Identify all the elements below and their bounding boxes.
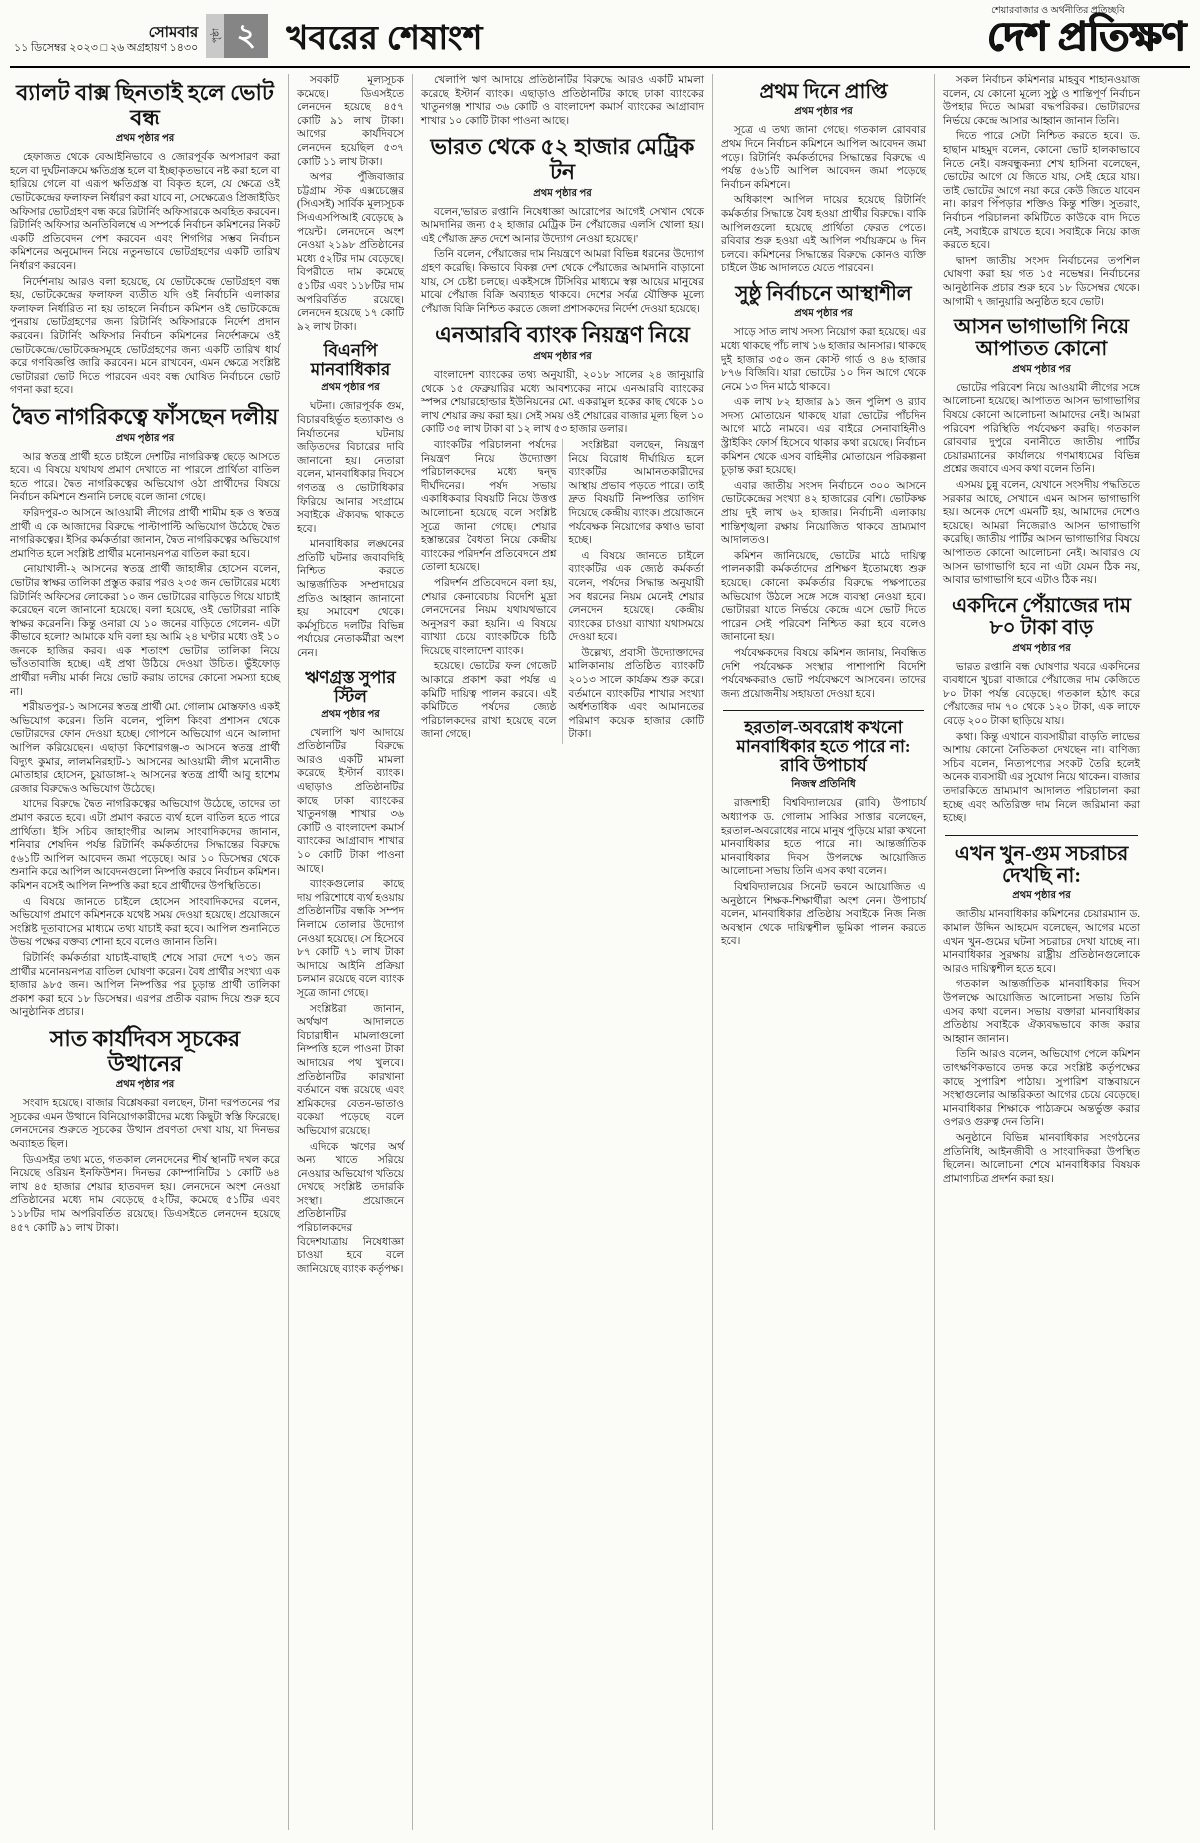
continued-from-front-kicker: প্রথম পৃষ্ঠার পর <box>794 106 853 118</box>
story-paragraph: ব্যাংকগুলোর কাছে দায় পরিশোধে ব্যর্থ হওয়ায় প্রতিষ্ঠানটির বন্ধকি সম্পদ নিলামে তোলার উদ্যোগ নেওয়া হয়েছে। সে হিসেবে ৮৭ কোটি ৭১ লাখ টাকা আদায়ে আইনি প্রক্রিয়া চলমান রয়েছে বলে ব্যাংক সূত্রে জানা গেছে। <box>297 879 404 999</box>
story-paragraph: গতকাল আন্তর্জাতিক মানবাধিকার দিবস উপলক্ষে আয়োজিত আলোচনা সভায় তিনি এসব কথা বলেন। সভায় বক্তারা মানবাধিকার প্রতিষ্ঠায় সবাইকে ঐক্যবদ্ধভাবে কাজ করার আহ্বান জানান। <box>943 979 1140 1045</box>
story-paragraph: যাদের বিরুদ্ধে দ্বৈত নাগরিকত্বের অভিযোগ উঠেছে, তাদের তা প্রমাণ করতে হবে। এটা প্রমাণ করতে ব্যর্থ হলে বাতিল হতে পারে প্রার্থিতা। ইসি সচিব জাহাংগীর আলম সাংবাদিকদের জানান, শনিবার শেষদিন পর্যন্ত রিটার্নিং কর্মকর্তাদের সিদ্ধান্তের বিরুদ্ধে ৫৬১টি আপিল আবেদন জমা পড়েছে। আর ১০ ডিসেম্বর থেকে শুনানি করে আপিল আবেদনগুলো নিষ্পত্তি করবে নির্বাচন কমিশন। কমিশন বসেই আপিল নিষ্পত্তি করা হবে প্রার্থীদের উপস্থিতিতে। <box>10 799 280 892</box>
story-headline: আসন ভাগাভাগি নিয়ে আপাতত কোনো <box>953 316 1130 361</box>
story-paragraph: ভারত রপ্তানি বন্ধ ঘোষণার খবরে একদিনের ব্যবধানে খুচরা বাজারে পেঁয়াজের দাম কেজিতে ৮০ টাকা পর্যন্ত বেড়েছে। গতকাল হঠাৎ করে পেঁয়াজের দাম ৭০ থেকে ১২০ টাকা, এক লাফে বেড়ে ২০০ টাকা ছাড়িয়ে যায়। <box>943 661 1140 727</box>
story-headline: হরতাল-অবরোধ কখনো মানবাধিকার হতে পারে না: রাবি উপাচার্য <box>736 718 911 776</box>
byline: নিজস্ব প্রতিনিধি <box>791 779 856 791</box>
story-paragraph: দিতে পারে সেটা নিশ্চিত করতে হবে। ড. হাছান মাহমুদ বলেন, কোনো ভোট হালকাভাবে নিতে নেই। বঙ্গবন্ধুকন্যা শেখ হাসিনা বলেছেন, ভোটের আগে যে জিতে যায়, সেই হেরে যায়। তাই ভোটের আগে নয়া করে কেউ জিতে যাবেন না। কারণ পিঁপড়ার শক্তিও কিন্তু শক্তি। সুতরাং, নির্বাচন পরিচালনা কমিটিতে কাউকে বাদ দিতে নেই, সবাইকে রাখতে হবে। সবাইকে নিয়ে কাজ করতে হবে। <box>943 131 1140 252</box>
story-paragraph: শরীয়তপুর-১ আসনের স্বতন্ত্র প্রার্থী মো. গোলাম মোস্তফাও একই অভিযোগ করেন। তিনি বলেন, পুলিশ কিংবা প্রশাসন থেকে ভোটারদের ফোন দেওয়া হচ্ছে। গোপনে অভিযোগ এনে আলাদা আপিল করিয়েছেন। এছাড়া কিশোরগঞ্জ-৩ আসনে স্বতন্ত্র প্রার্থী বিদ্যুৎ কুমার, লালমনিরহাট-১ আসনের আওয়ামী লীগ মনোনীত মোতাহার হোসেন, চুয়াডাঙ্গা-২ আসনের স্বতন্ত্র প্রার্থী আবু হাশেম রেজার বিরুদ্ধেও অভিযোগ উঠেছে। <box>10 702 280 795</box>
story-paragraph: এসময় চুন্নু বলেন, যেখানে সংসদীয় পদ্ধতিতে সরকার আছে, সেখানে এমন আসন ভাগাভাগি হয়। অনেক দেশে এমনটি হয়, আমাদের দেশেও হয়েছে। আমরা নিজেরাও আসন ভাগাভাগি করেছি। জাতীয় পার্টির আসন ভাগাভাগির বিষয়ে আপাতত কোনো আলোচনা নেই। আবারও যে আসন ভাগাভাগি হবে না এটা যেমন ঠিক নয়, আবার ভাগাভাগি হবে এটাও ঠিক নয়। <box>943 480 1140 587</box>
story-paragraph: জাতীয় মানবাধিকার কমিশনের চেয়ারম্যান ড. কামাল উদ্দিন আহমেদ বলেছেন, আগের মতো এখন খুন-গুমের ঘটনা সচরাচর দেখা যাচ্ছে না। মানবাধিকার সুরক্ষায় রাষ্ট্রীয় প্রতিষ্ঠানগুলোকে আরও দায়িত্বশীল হতে হবে। <box>943 909 1140 975</box>
story-paragraph: উল্লেখ্য, প্রবাসী উদ্যোক্তাদের মালিকানায় প্রতিষ্ঠিত ব্যাংকটি ২০১৩ সালে কার্যক্রম শুরু করে। বর্তমানে ব্যাংকটির শাখার সংখ্যা অর্ধশতাধিক এবং আমানতের পরিমাণ কয়েক হাজার কোটি টাকা। <box>568 647 704 741</box>
story-paragraph: অপর পুঁজিবাজার চট্টগ্রাম স্টক এক্সচেঞ্জের (সিএসই) সার্বিক মূল্যসূচক সিএএসপিআই বেড়েছে ৯ পয়েন্ট। লেনদেনে অংশ নেওয়া ২১৯৮ প্রতিষ্ঠানের মধ্যে ৫২টির দাম বেড়েছে। বিপরীতে দাম কমেছে ৫১টির এবং ১১৮টির দাম অপরিবর্তিত রয়েছে। লেনদেন হয়েছে ১৭ কোটি ৯২ লাখ টাকা। <box>297 172 404 333</box>
story-paragraph: পরিদর্শন প্রতিবেদনে বলা হয়, শেয়ার কেনাবেচায় বিদেশি মুদ্রা লেনদেনের নিয়ম যথাযথভাবে অনুসরণ করা হয়নি। এ বিষয়ে ব্যাখ্যা চেয়ে ব্যাংকটিকে চিঠি দিয়েছে বাংলাদেশ ব্যাংক। <box>421 577 557 657</box>
story-paragraph: নির্দেশনায় আরও বলা হয়েছে, যে ভোটকেন্দ্রে ভোটগ্রহণ বন্ধ হয়, ভোটকেন্দ্রের ফলাফল ব্যতীত যদি ওই নির্বাচনি এলাকার ফলাফল নির্ধারিত না হয় তাহলে নির্বাচন কমিশন ওই ভোটকেন্দ্রে পুনরায় ভোটগ্রহণের জন্য রিটার্নিং অফিসারকে নির্দেশ প্রদান করবেন। রিটার্নিং অফিসার নির্বাচন কমিশনের নির্দেশক্রমে ওই ভোটকেন্দ্রে/ভোটকেন্দ্রসমূহে ভোটগ্রহণের জন্য একটি তারিখ ধার্য করে গণবিজ্ঞপ্তি জারি করবেন। মনে রাখবেন, এমন ক্ষেত্রে সংশ্লিষ্ট ভোটাররা ভোট দিতে পারবেন এবং বন্ধ ঘোষিত নির্বাচনে ভোট গণনা করা হবে। <box>10 276 280 397</box>
story-headline: ব্যালট বাক্স ছিনতাই হলে ভোট বন্ধ <box>16 80 274 130</box>
story-paragraph: কথা। কিন্তু এখানে ব্যবসায়ীরা বাড়তি লাভের আশায় কোনো নৈতিকতা দেখছেন না। বাণিজ্য সচিব বলেন, নিত্যপণ্যের সংকট তৈরি হলেই অনেক ব্যবসায়ী এর সুযোগ নিয়ে থাকেন। বাজার তদারকিতে ভ্রাম্যমাণ আদালত পরিচালনা করা হচ্ছে এবং অতিরিক্ত দাম নিলে জরিমানা করা হচ্ছে। <box>943 731 1140 825</box>
story-paragraph: ডিএসইর তথ্য মতে, গতকাল লেনদেনের শীর্ষ স্থানটি দখল করে নিয়েছে ওরিয়ন ইনফিউশন। দিনভর কোম্পানিটির ১ কোটি ৬৪ লাখ ৪৫ হাজার শেয়ার হাতবদল হয়। লেনদেনে অংশ নেওয়া প্রতিষ্ঠানের মধ্যে দাম বেড়েছে ৫২টির, কমেছে ৫১টির এবং ১১৮টির দাম অপরিবর্তিত রয়েছে। ডিএসইতে লেনদেন হয়েছে ৪৫৭ কোটি ৯১ লাখ টাকা। <box>10 1154 280 1234</box>
masthead-block <box>987 7 1186 59</box>
story-paragraph: সবকটি মূল্যসূচক কমেছে। ডিএসইতে লেনদেন হয়েছে ৪৫৭ কোটি ৯১ লাখ টাকা। আগের কার্যদিবসে লেনদেন হয়েছিল ৫৩৭ কোটি ১১ লাখ টাকা। <box>297 75 404 168</box>
continued-from-front-kicker: প্রথম পৃষ্ঠার পর <box>1012 890 1071 902</box>
story-paragraph: এ বিষয়ে জানতে চাইলে ব্যাংকটির এক জ্যেষ্ঠ কর্মকর্তা বলেন, পর্ষদের সিদ্ধান্ত অনুযায়ী সব ধরনের নিয়ম মেনেই শেয়ার লেনদেন হয়েছে। কেন্দ্রীয় ব্যাংকের চাওয়া ব্যাখ্যা যথাসময়ে দেওয়া হবে। <box>568 550 704 644</box>
story-paragraph: এবার জাতীয় সংসদ নির্বাচনে ৩০০ আসনে ভোটকেন্দ্রের সংখ্যা ৪২ হাজারের বেশি। ভোটকক্ষ প্রায় দুই লাখ ৬২ হাজার। নির্বাচনী এলাকায় শান্তিশৃঙ্খলা রক্ষায় নিয়োজিত থাকবে ভ্রাম্যমাণ আদালতও। <box>721 480 926 547</box>
story-headline: ভারত থেকে ৫২ হাজার মেট্রিক টন <box>430 134 695 184</box>
story-paragraph: তিনি বলেন, পেঁয়াজের দাম নিয়ন্ত্রণে আমরা বিভিন্ন ধরনের উদ্যোগ গ্রহণ করেছি। কিভাবে বিকল্প দেশ থেকে পেঁয়াজের আমদানি বাড়ানো যায়, সে চেষ্টা চলছে। একইসঙ্গে টিসিবির মাধ্যমে স্বল্প আয়ের মানুষের মাঝে পেঁয়াজ বিক্রি অব্যাহত থাকবে। দেশের সর্বত্র যৌক্তিক মূল্যে পেঁয়াজ বিক্রি নিশ্চিত করতে জেলা প্রশাসকদের নির্দেশ দেওয়া হয়েছে। <box>421 249 704 315</box>
story-headline: সাত কার্যদিবস সূচকের উত্থানের <box>49 1025 241 1076</box>
continued-from-front-kicker: প্রথম পৃষ্ঠার পর <box>1012 363 1071 375</box>
story-paragraph: খেলাপি ঋণ আদায়ে প্রতিষ্ঠানটির বিরুদ্ধে আরও একটি মামলা করেছে ইস্টার্ন ব্যাংক। এছাড়াও প্রতিষ্ঠানটির কাছে ঢাকা ব্যাংকের খাতুনগঞ্জ শাখার ৩৬ কোটি ও বাংলাদেশ কমার্স ব্যাংকের আগ্রাবাদ শাখার ১০ কোটি টাকা পাওনা আছে। <box>297 727 404 875</box>
story-paragraph: সংশ্লিষ্টরা জানান, অর্থঋণ আদালতে বিচারাধীন মামলাগুলো নিষ্পত্তি হলে পাওনা টাকা আদায়ের পথ খুলবে। প্রতিষ্ঠানটির কারখানা বর্তমানে বন্ধ রয়েছে এবং শ্রমিকদের বেতন-ভাতাও বকেয়া পড়েছে বলে অভিযোগ রয়েছে। <box>297 1003 404 1137</box>
continued-from-front-kicker: প্রথম পৃষ্ঠার পর <box>533 187 592 199</box>
content-columns <box>10 74 1190 1830</box>
page-header <box>10 5 1190 68</box>
story-paragraph: সাড়ে সাত লাখ সদস্য নিয়োগ করা হয়েছে। এর মধ্যে থাকছে পাঁচ লাখ ১৬ হাজার আনসার। থাকছে দুই হাজার ৩৫০ জন কোস্ট গার্ড ও ৪৬ হাজার ৮৭৬ বিজিবি। যারা ভোটের ১০ দিন আগে থেকে নেমে ১৩ দিন মাঠে থাকবে। <box>721 327 926 393</box>
continued-from-front-kicker: প্রথম পৃষ্ঠার পর <box>1012 642 1071 654</box>
continued-from-front-kicker: প্রথম পৃষ্ঠার পর <box>115 1079 175 1091</box>
continued-from-front-kicker: প্রথম পৃষ্ঠার পর <box>533 351 592 362</box>
story-headline: বিএনপি মানবাধিকার <box>310 341 391 380</box>
story-paragraph: এক লাখ ৮২ হাজার ৯১ জন পুলিশ ও র‍্যাব সদস্য মোতায়েন থাকছে যারা ভোটের পাঁচদিন আগে মাঠে নামবে। এর বাইরে সেনাবাহিনীও স্ট্রাইকিং ফোর্স হিসেবে থাকার কথা রয়েছে। নির্বাচন কমিশন থেকে এসব বাহিনীর মোতায়েন পরিকল্পনা চূড়ান্ত করা হয়েছে। <box>721 397 926 477</box>
story-paragraph: অধিকাংশ আপিল দায়ের হয়েছে রিটার্নিং কর্মকর্তার সিদ্ধান্তে বৈধ হওয়া প্রার্থীর বিরুদ্ধে। বাকি আপিলগুলো হয়েছে প্রার্থিতা ফেরত পেতে। রবিবার শুরু হওয়া এই আপিল পর্যায়ক্রমে ৬ দিন চলবে। কমিশনের সিদ্ধান্তের বিরুদ্ধে কোনও ব্যক্তি চাইলে উচ্চ আদালতে যেতে পারবেন। <box>721 195 926 275</box>
column-e <box>712 74 934 1830</box>
story-headline: একদিনে পেঁয়াজের দাম ৮০ টাকা বাড় <box>951 594 1132 640</box>
story-paragraph: হয়েছে। ভোটের ফল গেজেট আকারে প্রকাশ করা পর্যন্ত এ কমিটি দায়িত্ব পালন করবে। এই কমিটিতে পর্ষদের জ্যেষ্ঠ পরিচালকদের রাখা হয়েছে বলে জানা গেছে। <box>421 661 557 741</box>
story-paragraph: ফরিদপুর-৩ আসনে আওয়ামী লীগের প্রার্থী শামীম হক ও স্বতন্ত্র প্রার্থী এ কে আজাদের বিরুদ্ধে পাল্টাপাল্টি অভিযোগ উঠেছে দ্বৈত নাগরিকত্বের। ইসির কর্মকর্তারা জানান, দ্বৈত নাগরিকত্বের অভিযোগ প্রমাণিত হলে সংশ্লিষ্ট প্রার্থীর মনোনয়নপত্র বাতিল করা হবে। <box>10 507 280 560</box>
story-paragraph: সূত্রে এ তথ্য জানা গেছে। গতকাল রোববার প্রথম দিনে নির্বাচন কমিশনে আপিল আবেদন জমা পড়ে। রিটার্নিং কর্মকর্তাদের সিদ্ধান্তের বিরুদ্ধে এ পর্যন্ত ৫৬১টি আপিল আবেদন জমা পড়েছে নির্বাচন কমিশনে। <box>721 125 926 191</box>
story-paragraph: আর স্বতন্ত্র প্রার্থী হতে চাইলে দেশটির নাগরিকত্ব ছেড়ে আসতে হবে। এ বিষয়ে যথাযথ প্রমাণ দেখাতে না পারলে প্রার্থিতা বাতিল হতে পারে। দ্বৈত নাগরিকত্বের অভিযোগ ওঠা প্রার্থীদের বিষয়ে নির্বাচন কমিশনে শুনানি চলছে বলে জানা গেছে। <box>10 451 280 504</box>
story-paragraph: সকল নির্বাচন কমিশনার মাহবুব শাহানওয়াজ বলেন, যে কোনো মূল্যে সুষ্ঠু ও শান্তিপূর্ণ নির্বাচন উপহার দিতে আমরা বদ্ধপরিকর। ভোটারদের নির্ভয়ে কেন্দ্রে আসার আহ্বান জানান তিনি। <box>943 75 1140 127</box>
masthead-logo: দেশ প্রতিক্ষণ <box>987 14 1186 59</box>
section-title: খবরের শেষাংশ <box>286 21 483 57</box>
continued-from-front-kicker: প্রথম পৃষ্ঠার পর <box>321 708 380 720</box>
story-headline: ঋণগ্রস্ত সুপার স্টিল <box>305 667 396 706</box>
story-headline: প্রথম দিনে প্রাপ্তি <box>759 81 888 103</box>
story-paragraph: রিটার্নিং কর্মকর্তারা যাচাই-বাছাই শেষে সারা দেশে ৭৩১ জন প্রার্থীর মনোনয়নপত্র বাতিল ঘোষণা করেন। বৈধ প্রার্থীর সংখ্যা এক হাজার ৯৮৫ জন। আপিল নিষ্পত্তির পর চূড়ান্ত প্রার্থী তালিকা প্রকাশ করা হবে ১৮ ডিসেম্বর। এরপর প্রতীক বরাদ্দ দিয়ে শুরু হবে আনুষ্ঠানিক প্রচার। <box>10 952 280 1019</box>
masthead-tagline: শেয়ারবাজার ও অর্থনীতির প্রতিচ্ছবি <box>991 5 1125 16</box>
column-right <box>934 74 1148 1830</box>
date-block <box>14 24 198 59</box>
story-paragraph: মানবাধিকার লঙ্ঘনের প্রতিটি ঘটনার জবাবদিহি নিশ্চিত করতে আন্তর্জাতিক সম্প্রদায়ের প্রতিও আহ্বান জানানো হয় সমাবেশ থেকে। কর্মসূচিতে দলটির বিভিন্ন পর্যায়ের নেতাকর্মীরা অংশ নেন। <box>297 539 404 660</box>
story-paragraph: পর্যবেক্ষকদের বিষয়ে কমিশন জানায়, নিবন্ধিত দেশি পর্যবেক্ষক সংস্থার পাশাপাশি বিদেশি পর্যবেক্ষকরাও ভোট পর্যবেক্ষণে আসবেন। তাদের জন্য প্রয়োজনীয় সহায়তা দেওয়া হবে। <box>721 647 926 700</box>
section-rule <box>723 710 924 711</box>
story-headline: এখন খুন-গুম সচরাচর দেখছি না: <box>954 842 1129 888</box>
page-number: ২ <box>224 14 268 58</box>
story-paragraph: সংশ্লিষ্টরা বলছেন, নিয়ন্ত্রণ নিয়ে বিরোধ দীর্ঘায়িত হলে ব্যাংকটির আমানতকারীদের আস্থায় প্রভাব পড়তে পারে। তাই দ্রুত বিষয়টি নিষ্পত্তির তাগিদ দিয়েছে কেন্দ্রীয় ব্যাংক। প্রয়োজনে পর্যবেক্ষক নিয়োগের কথাও ভাবা হচ্ছে। <box>568 439 704 547</box>
page-word-label: পৃষ্ঠা <box>206 14 224 58</box>
column-left <box>10 74 288 1830</box>
section-rule <box>945 835 1138 836</box>
story-paragraph: ঘটনা। জোরপূর্বক গুম, বিচারবহির্ভূত হত্যাকাণ্ড ও নির্যাতনের ঘটনায় জড়িতদের বিচারের দাবি জানানো হয়। নেতারা বলেন, মানবাধিকার দিবসে গণতন্ত্র ও ভোটাধিকার ফিরিয়ে আনার সংগ্রামে সবাইকে ঐক্যবদ্ধ থাকতে হবে। <box>297 401 404 535</box>
story-headline: সুষ্ঠু নির্বাচনে আস্থাশীল <box>735 282 912 305</box>
story-paragraph: কমিশন জানিয়েছে, ভোটের মাঠে দায়িত্ব পালনকারী কর্মকর্তাদের প্রশিক্ষণ ইতোমধ্যে শুরু হয়েছে। কোনো কর্মকর্তার বিরুদ্ধে পক্ষপাতের অভিযোগ উঠলে সঙ্গে সঙ্গে ব্যবস্থা নেওয়া হবে। ভোটাররা যাতে নির্ভয়ে কেন্দ্রে এসে ভোট দিতে পারেন সেই পরিবেশ নিশ্চিত করা হবে বলেও জানানো হয়। <box>721 550 926 644</box>
story-paragraph: তিনি আরও বলেন, অভিযোগ পেলে কমিশন তাৎক্ষণিকভাবে তদন্ত করে সংশ্লিষ্ট কর্তৃপক্ষের কাছে সুপারিশ পাঠায়। সুপারিশ বাস্তবায়নে সংস্থাগুলোর আন্তরিকতা আগের চেয়ে বেড়েছে। মানবাধিকার শিক্ষাকে পাঠ্যক্রমে অন্তর্ভুক্ত করার ওপরও গুরুত্ব দেন তিনি। <box>943 1049 1140 1129</box>
story-paragraph: বাংলাদেশ ব্যাংকের তথ্য অনুযায়ী, ২০১৮ সালের ২৪ জানুয়ারি থেকে ১৫ ফেব্রুয়ারির মধ্যে আবশ্যকের নামে এনআরবি ব্যাংকের স্পন্সর শেয়ারহোল্ডার ইউনিয়নের মো. একরামুল হকের কাছ থেকে ১০ লাখ শেয়ার ক্রয় করা হয়। সেই সময় ওই শেয়ারের বাজার মূল্য ছিল ১০ কোটি ৩৫ লাখ টাকা বা ১২ লাখ ৫৩ হাজার ডলার। <box>421 370 704 436</box>
story-paragraph: অনুষ্ঠানে বিভিন্ন মানবাধিকার সংগঠনের প্রতিনিধি, আইনজীবী ও সাংবাদিকরা উপস্থিত ছিলেন। আলোচনা শেষে মানবাধিকার বিষয়ক প্রামাণ্যচিত্র প্রদর্শন করা হয়। <box>943 1132 1140 1185</box>
story-paragraph: এ বিষয়ে জানতে চাইলে হোসেন সাংবাদিকদের বলেন, অভিযোগ প্রমাণে কমিশনকে যথেষ্ট সময় দেওয়া হয়েছে। প্রয়োজনে সংশ্লিষ্ট দূতাবাসের মাধ্যমে তথ্য যাচাই করা হবে। আপিল শুনানিতে উভয় পক্ষের বক্তব্য শোনা হবে বলেও জানান তিনি। <box>10 896 280 949</box>
story-paragraph: হেফাজত থেকে বেআইনিভাবে ও জোরপূর্বক অপসারণ করা হলে বা দুর্ঘটনাক্রমে ক্ষতিগ্রস্ত হলে বা ইচ্ছাকৃতভাবে নষ্ট করা হলে বা হারিয়ে গেলে বা এরূপ ক্ষতিগ্রস্ত বা বিকৃত হলে, যে ক্ষেত্রে ওই ভোটকেন্দ্রের ফলাফল নির্ধারণ করা যাবে না, সেক্ষেত্রেও প্রিজাইডিং অফিসার ভোটগ্রহণ বন্ধ করে রিটার্নিং অফিসারকে অবহিত করবেন। রিটার্নিং অফিসার অনতিবিলম্বে এ সম্পর্কে নির্বাচন কমিশনের নিকট একটি প্রতিবেদন পেশ করবেন এবং শিগগির সম্ভব নির্বাচন কমিশনের অনুমোদন নিয়ে নতুনভাবে ভোটগ্রহণের একটি তারিখ নির্ধারণ করবেন। <box>10 152 280 272</box>
story-paragraph: এদিকে ঋণের অর্থ অন্য খাতে সরিয়ে নেওয়ার অভিযোগ খতিয়ে দেখছে সংশ্লিষ্ট তদারকি সংস্থা। প্রয়োজনে প্রতিষ্ঠানটির পরিচালকদের বিদেশযাত্রায় নিষেধাজ্ঞা চাওয়া হবে বলে জানিয়েছে ব্যাংক কর্তৃপক্ষ। <box>297 1141 404 1275</box>
story-paragraph: রাজশাহী বিশ্ববিদ্যালয়ের (রাবি) উপাচার্য অধ্যাপক ড. গোলাম সাব্বির সাত্তার বলেছেন, হরতাল-অবরোধের নামে মানুষ পুড়িয়ে মারা কখনো মানবাধিকার হতে পারে না। আন্তর্জাতিক মানবাধিকার দিবস উপলক্ষে আয়োজিত আলোচনা সভায় তিনি এসব কথা বলেন। <box>721 798 926 878</box>
page-number-box <box>206 14 268 58</box>
story-headline: দ্বৈত নাগরিকত্বে ফাঁসছেন দলীয় <box>11 403 279 429</box>
weekday-label: সোমবার <box>148 24 199 41</box>
column-middle <box>412 74 712 1830</box>
continued-from-front-kicker: প্রথম পৃষ্ঠার পর <box>115 133 175 145</box>
continued-from-front-kicker: প্রথম পৃষ্ঠার পর <box>321 382 380 394</box>
story-paragraph: দ্বাদশ জাতীয় সংসদ নির্বাচনের তপশিল ঘোষণা করা হয় গত ১৫ নভেম্বর। নির্বাচনের আনুষ্ঠানিক প্রচার শুরু হবে ১৮ ডিসেম্বর থেকে। আগামী ৭ জানুয়ারি অনুষ্ঠিত হবে ভোট। <box>943 255 1140 308</box>
story-paragraph: বলেন,'ভারত রপ্তানি নিষেধাজ্ঞা আরোপের আগেই সেখান থেকে আমদানির জন্য ৫২ হাজার মেট্রিক টন পেঁয়াজের এলসি খোলা হয়। এই পেঁয়াজ দ্রুত দেশে আনার উদ্যোগ নেওয়া হয়েছে।' <box>421 206 704 245</box>
story-paragraph: নোয়াখালী-২ আসনের স্বতন্ত্র প্রার্থী জাহাঙ্গীর হোসেন বলেন, ভোটার স্বাক্ষর তালিকা প্রস্তুত করার পরও ২৩৫ জন ভোটারের মধ্যে রিটার্নিং অফিসের লোকেরা ১০ জন ভোটারের বাড়িতে গিয়ে যাচাই করেছেন বলে জানানো হয়েছে। বলা হয়েছে, ওই ভোটাররা নাকি স্বাক্ষর করেননি। কিন্তু ওনারা যে ১০ জনের বাড়িতে গেলেন- এটা কীভাবে হলো? আমাকে যদি বলা হয় আমি ২৪ ঘণ্টার মধ্যে ওই ১০ জনকে হাজির করব। এক শতাংশ ভোটার তালিকা নিয়ে ভাঁওতাবাজি হচ্ছে। এই প্রথা উঠিয়ে দেওয়া উচিত। ভুঁইফোড় প্রার্থীরা দলীয় মার্কা নিয়ে ভোট করায় তাদের কোনো সমস্যা হচ্ছে না। <box>10 564 280 698</box>
story-paragraph: ভোটের পরিবেশ নিয়ে আওয়ামী লীগের সঙ্গে আলোচনা হয়েছে। আপাতত আসন ভাগাভাগির বিষয়ে কোনো আলোচনা আমাদের নেই। আমরা পরিবেশ পরিস্থিতি পর্যবেক্ষণ করছি। গতকাল রোববার দুপুরে বনানীতে জাতীয় পার্টির চেয়ারম্যানের কার্যালয়ে গণমাধ্যমের বিভিন্ন প্রশ্নের জবাবে এসব কথা বলেন তিনি। <box>943 382 1140 476</box>
story-paragraph: ব্যাংকটির পরিচালনা পর্ষদের নিয়ন্ত্রণ নিয়ে উদ্যোক্তা পরিচালকদের মধ্যে দ্বন্দ্ব দীর্ঘদিনের। পর্ষদ সভায় একাধিকবার বিষয়টি নিয়ে উত্তপ্ত আলোচনা হয়েছে বলে সংশ্লিষ্ট সূত্রে জানা গেছে। শেয়ার হস্তান্তরের বৈধতা নিয়ে কেন্দ্রীয় ব্যাংকের পরিদর্শন প্রতিবেদনে প্রশ্ন তোলা হয়েছে। <box>421 439 557 574</box>
continued-from-front-kicker: প্রথম পৃষ্ঠার পর <box>794 308 853 320</box>
date-line: ১১ ডিসেম্বর ২০২৩ □ ২৬ অগ্রহায়ণ ১৪৩০ <box>14 42 199 55</box>
story-subcolumns <box>421 439 704 744</box>
story-paragraph: খেলাপি ঋণ আদায়ে প্রতিষ্ঠানটির বিরুদ্ধে আরও একটি মামলা করেছে ইস্টার্ন ব্যাংক। এছাড়াও প্রতিষ্ঠানটির কাছে ঢাকা ব্যাংকের খাতুনগঞ্জ শাখার ৩৬ কোটি ও বাংলাদেশ কমার্স ব্যাংকের আগ্রাবাদ শাখার ১০ কোটি টাকা পাওনা আছে। <box>421 75 704 127</box>
continued-from-front-kicker: প্রথম পৃষ্ঠার পর <box>115 432 175 444</box>
story-paragraph: বিশ্ববিদ্যালয়ের সিনেট ভবনে আয়োজিত এ অনুষ্ঠানে শিক্ষক-শিক্ষার্থীরা অংশ নেন। উপাচার্য বলেন, মানবাধিকার প্রতিষ্ঠায় সবাইকে নিজ নিজ অবস্থান থেকে দায়িত্বশীল ভূমিকা পালন করতে হবে। <box>721 882 926 948</box>
column-b <box>288 74 412 1830</box>
story-paragraph: সংবাদ হয়েছে। বাজার বিশ্লেষকরা বলছেন, টানা দরপতনের পর সূচকের এমন উত্থানে বিনিয়োগকারীদের মধ্যে কিছুটা স্বস্তি ফিরেছে। লেনদেনের শুরুতে সূচকের উত্থান প্রবণতা দেখা যায়, যা দিনভর অব্যাহত ছিল। <box>10 1098 280 1150</box>
story-headline: এনআরবি ব্যাংক নিয়ন্ত্রণ নিয়ে <box>435 322 690 348</box>
